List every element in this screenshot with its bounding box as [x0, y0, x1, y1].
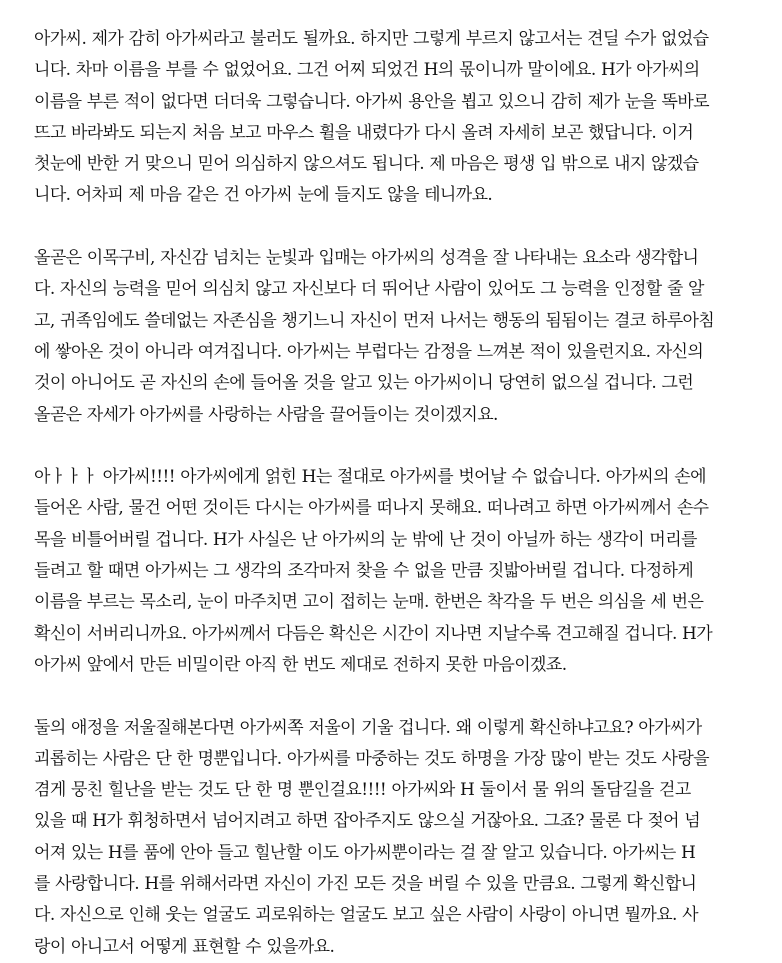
text-line: 아ㅏㅏㅏ 아가씨!!!! 아가씨에게 얽힌 H는 절대로 아가씨를 벗어날 수 없습니다. 아가씨의 손에 — [34, 467, 706, 488]
text-line: 겸게 뭉친 힐난을 받는 것도 단 한 명 뿐인걸요!!!! 아가씨와 H 둘이서 물 위의 돌담길을 걷고 — [34, 780, 691, 801]
text-line: 목을 비틀어버릴 겁니다. H가 사실은 난 아가씨의 눈 밖에 난 것이 아닐까 하는 생각이 머리를 — [34, 529, 697, 550]
document-body — [34, 24, 776, 963]
text-line: 아가씨. 제가 감히 아가씨라고 불러도 될까요. 하지만 그렇게 부르지 않고서는 견딜 수가 없었습 — [34, 29, 709, 49]
text-line: 다. 자신의 능력을 믿어 의심치 않고 자신보다 더 뛰어난 사람이 있어도 그 능력을 인정할 줄 알 — [34, 279, 704, 300]
paragraph-gap — [34, 431, 776, 462]
paragraph-1 — [34, 24, 776, 212]
text-line: 니다. 차마 이름을 부를 수 없었어요. 그건 어찌 되었건 H의 몫이니까 말이에요. H가 아가씨의 — [34, 60, 700, 81]
paragraph-gap — [34, 212, 776, 243]
text-line: 다. 자신으로 인해 웃는 얼굴도 괴로워하는 얼굴도 보고 싶은 사람이 사랑이 아니면 뭘까요. 사 — [34, 905, 698, 926]
text-line: 들려고 할 때면 아가씨는 그 생각의 조각마저 찾을 수 없을 만큼 짓밟아버릴 겁니다. 다정하게 — [34, 561, 694, 582]
text-line: 랑이 아니고서 어떻게 표현할 수 있을까요. — [34, 936, 335, 957]
text-line: 있을 때 H가 휘청하면서 넘어지려고 하면 잡아주지도 않으실 거잖아요. 그죠? 물론 다 젖어 넘 — [34, 811, 701, 832]
text-line: 어져 있는 H를 품에 안아 들고 힐난할 이도 아가씨뿐이라는 걸 잘 알고 있습니다. 아가씨는 H — [34, 842, 696, 863]
paragraph-2 — [34, 243, 776, 431]
text-line: 를 사랑합니다. H를 위해서라면 자신이 가진 모든 것을 버릴 수 있을 만큼요. 그렇게 확신합니 — [34, 874, 697, 895]
text-line: 들어온 사람, 물건 어떤 것이든 다시는 아가씨를 떠나지 못해요. 떠나려고 하면 아가씨께서 손수 — [34, 498, 709, 519]
text-line: 둘의 애정을 저울질해본다면 아가씨쪽 저울이 기울 겁니다. 왜 이렇게 확신하냐고요? 아가씨가 — [34, 717, 702, 738]
text-line: 올곧은 이목구비, 자신감 넘치는 눈빛과 입매는 아가씨의 성격을 잘 나타내는 요소라 생각합니 — [34, 248, 699, 269]
text-line: 니다. 어차피 제 마음 같은 건 아가씨 눈에 들지도 않을 테니까요. — [34, 185, 493, 206]
text-line: 이름을 부르는 목소리, 눈이 마주치면 고이 접히는 눈매. 한번은 착각을 두 번은 의심을 세 번은 — [34, 592, 704, 613]
text-line: 올곧은 자세가 아가씨를 사랑하는 사람을 끌어들이는 것이겠지요. — [34, 404, 498, 425]
text-line: 첫눈에 반한 거 맞으니 믿어 의심하지 않으셔도 됩니다. 제 마음은 평생 입 밖으로 내지 않겠습 — [34, 154, 699, 175]
text-line: 이름을 부른 적이 없다면 더더욱 그렇습니다. 아가씨 용안을 뵙고 있으니 감히 제가 눈을 똑바로 — [34, 91, 709, 112]
text-line: 뜨고 바라봐도 되는지 처음 보고 마우스 휠을 내렸다가 다시 올려 자세히 보곤 했답니다. 이거 — [34, 122, 694, 143]
paragraph-4 — [34, 713, 776, 963]
paragraph-3 — [34, 462, 776, 681]
text-line: 괴롭히는 사람은 단 한 명뿐입니다. 아가씨를 마중하는 것도 하명을 가장 많이 받는 것도 사랑을 — [34, 748, 709, 769]
text-line: 것이 아니어도 곧 자신의 손에 들어올 것을 알고 있는 아가씨이니 당연히 없으실 겁니다. 그런 — [34, 373, 694, 394]
text-line: 아가씨 앞에서 만든 비밀이란 아직 한 번도 제대로 전하지 못한 마음이겠죠. — [34, 654, 567, 675]
paragraph-gap — [34, 681, 776, 712]
text-line: 에 쌓아온 것이 아니라 여겨집니다. 아가씨는 부럽다는 감정을 느껴본 적이 있을런지요. 자신의 — [34, 341, 704, 362]
text-line: 확신이 서버리니까요. 아가씨께서 다듬은 확신은 시간이 지나면 지날수록 견고해질 겁니다. H가 — [34, 623, 713, 644]
text-line: 고, 귀족임에도 쓸데없는 자존심을 챙기느니 자신이 먼저 나서는 행동의 됨됨이는 결코 하루아침 — [34, 310, 715, 331]
